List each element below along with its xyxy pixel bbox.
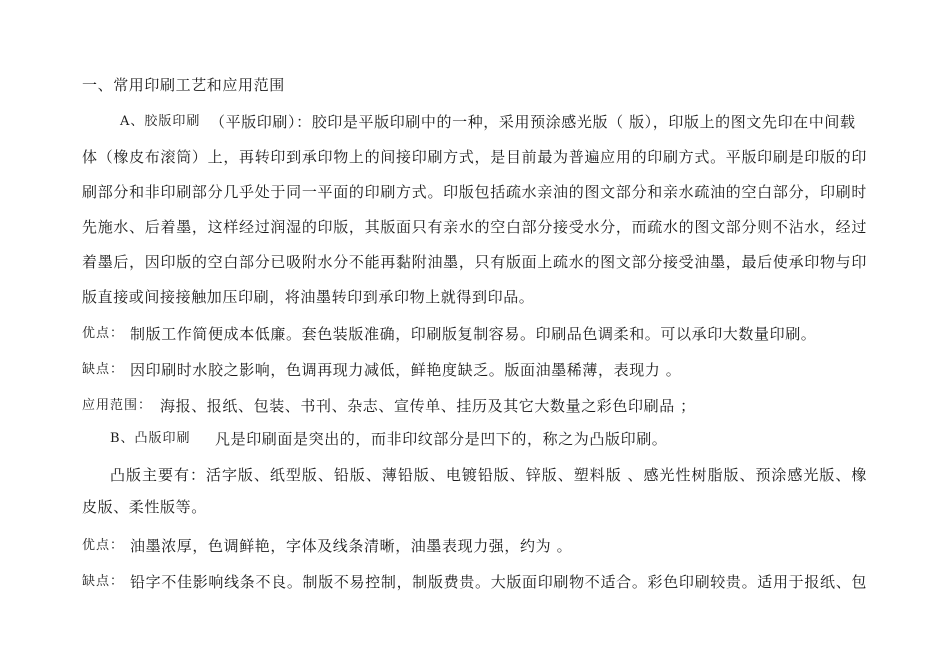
section-b-types-line-2: 皮版、柔性版等。 xyxy=(82,498,207,516)
section-b-advantage-label: 优点： xyxy=(82,538,125,553)
section-a-label: A、胶版印刷 xyxy=(120,114,201,129)
section-a-disadvantage-text: 因印刷时水胶之影响，色调再现力减低，鲜艳度缺乏。版面油墨稀薄，表现力 。 xyxy=(130,361,682,379)
section-a-application-label: 应用范围： xyxy=(82,398,153,413)
section-a-line-6: 版直接或间接接触加压印刷，将油墨转印到承印物上就得到印品。 xyxy=(82,288,535,306)
section-a-line-5: 着墨后，因印版的空白部分已吸附水分不能再黏附油墨，只有版面上疏水的图文部分接受油墨，最后使承印物与印 xyxy=(82,253,867,271)
section-a-disadvantage-label: 缺点： xyxy=(82,362,125,377)
section-a-advantage-label: 优点： xyxy=(82,326,125,341)
section-a-advantage-text: 制版工作简便成本低廉。套色装版准确，印刷版复制容易。印刷品色调柔和。可以承印大数量印刷。 xyxy=(130,325,817,343)
section-a-line-1: （平版印刷）：胶印是平版印刷中的一种，采用预涂感光版（ 版），印版上的图文先印在中间载 xyxy=(210,113,856,131)
section-b-intro: 凡是印刷面是突出的，而非印纹部分是凹下的，称之为凸版印刷。 xyxy=(215,430,668,448)
section-a-line-3: 刷部分和非印刷部分几乎处于同一平面的印刷方式。印版包括疏水亲油的图文部分和亲水疏油的空白部分，印刷时 xyxy=(82,183,867,201)
section-b-disadvantage-text: 铅字不佳影响线条不良。制版不易控制，制版费贵。大版面印刷物不适合。彩色印刷较贵。适用于报纸、包 xyxy=(130,573,867,591)
section-b-disadvantage-label: 缺点： xyxy=(82,574,125,589)
section-heading: 一、常用印刷工艺和应用范围 xyxy=(82,76,285,94)
section-b-types-line-1: 凸版主要有：活字版、纸型版、铅版、薄铅版、电镀铅版、锌版、塑料版 、感光性树脂版、预涂感光版、橡 xyxy=(110,466,867,484)
section-b-label: B、凸版印刷 xyxy=(110,431,191,446)
section-a-line-4: 先施水、后着墨，这样经过润湿的印版，其版面只有亲水的空白部分接受水分，而疏水的图文部分则不沾水，经过 xyxy=(82,218,867,236)
section-a-line-2: 体（橡皮布滚筒）上，再转印到承印物上的间接印刷方式，是目前最为普遍应用的印刷方式。平版印刷是印版的印 xyxy=(82,148,867,166)
section-b-advantage-text: 油墨浓厚，色调鲜艳，字体及线条清晰，油墨表现力强，约为 。 xyxy=(130,537,573,555)
section-a-application-text: 海报、报纸、包装、书刊、杂志、宣传单、挂历及其它大数量之彩色印刷品 ； xyxy=(160,397,696,415)
